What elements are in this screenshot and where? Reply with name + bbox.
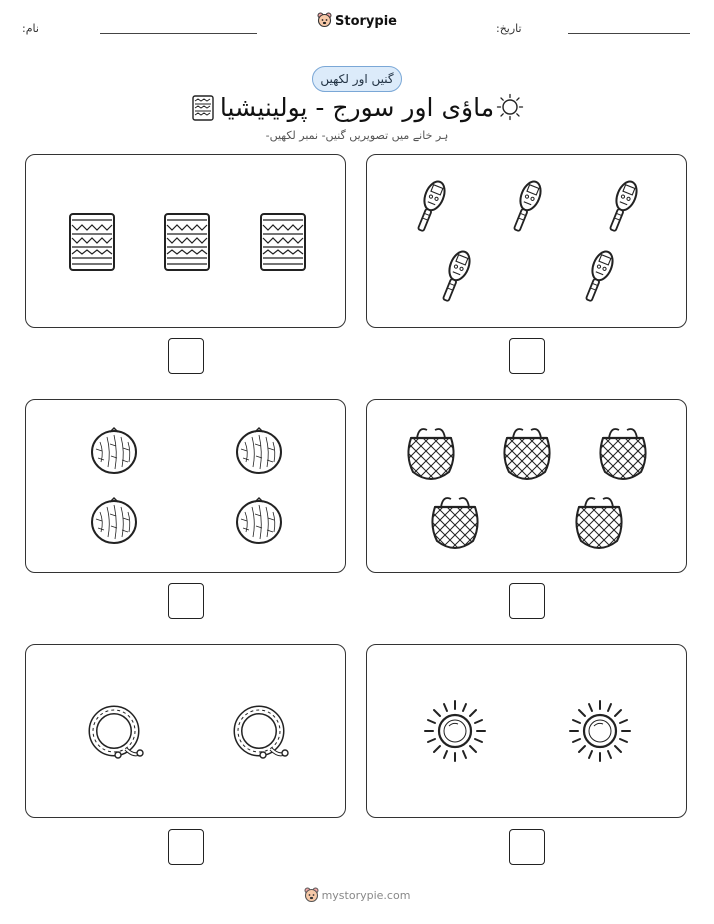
name-label: نام: xyxy=(22,22,39,35)
woven-net-bag-icon xyxy=(569,465,629,574)
sun-icon xyxy=(425,701,485,761)
tapa-cloth-icon xyxy=(261,214,305,270)
coconut-icon xyxy=(92,428,136,473)
tiki-paddle-icon xyxy=(580,249,616,304)
tapa-cloth-icon xyxy=(165,214,209,270)
footer-url[interactable]: mystorypie.com xyxy=(321,889,411,902)
coconut-icon xyxy=(237,428,281,473)
instruction-badge: گنیں اور لکھیں xyxy=(312,66,402,92)
count-panel-rope xyxy=(25,644,346,818)
date-line[interactable] xyxy=(568,33,690,34)
name-line[interactable] xyxy=(100,33,257,34)
answer-box-6[interactable] xyxy=(509,829,545,865)
tiki-paddle-icon xyxy=(412,179,448,234)
coconut-icon xyxy=(92,498,136,543)
answer-box-1[interactable] xyxy=(168,338,204,374)
answer-box-4[interactable] xyxy=(509,583,545,619)
footer xyxy=(0,887,714,906)
brand-name: Storypie xyxy=(335,14,397,29)
woven-net-bag-icon xyxy=(593,400,653,516)
coconut-icon xyxy=(237,498,281,543)
answer-box-5[interactable] xyxy=(168,829,204,865)
count-panel-coconut xyxy=(25,399,346,573)
footer-bear-icon xyxy=(304,887,319,906)
instructions-text: ہر خانے میں تصویریں گنیں- نمبر لکھیں- xyxy=(265,129,449,142)
count-panel-tapa xyxy=(25,154,346,328)
date-label: تاریخ: xyxy=(496,22,522,35)
sun-icon xyxy=(570,701,630,761)
woven-net-bag-icon xyxy=(425,465,485,574)
tiki-paddle-icon xyxy=(604,179,640,234)
count-panel-paddle xyxy=(366,154,687,328)
rope-coil-icon xyxy=(238,710,288,758)
woven-net-bag-icon xyxy=(497,400,557,516)
brand-logo xyxy=(0,12,714,32)
rope-coil-icon xyxy=(93,710,143,758)
tiki-paddle-icon xyxy=(508,179,544,234)
woven-net-bag-icon xyxy=(401,400,461,516)
count-panel-sun xyxy=(366,644,687,818)
answer-box-3[interactable] xyxy=(168,583,204,619)
count-panel-netbag xyxy=(366,399,687,573)
tiki-paddle-icon xyxy=(437,249,473,304)
tapa-cloth-icon xyxy=(70,214,114,270)
sun-title-icon xyxy=(496,93,524,125)
page-title: ماؤی اور سورج - پولینیشیا xyxy=(219,93,495,122)
answer-box-2[interactable] xyxy=(509,338,545,374)
bear-icon xyxy=(317,12,332,32)
